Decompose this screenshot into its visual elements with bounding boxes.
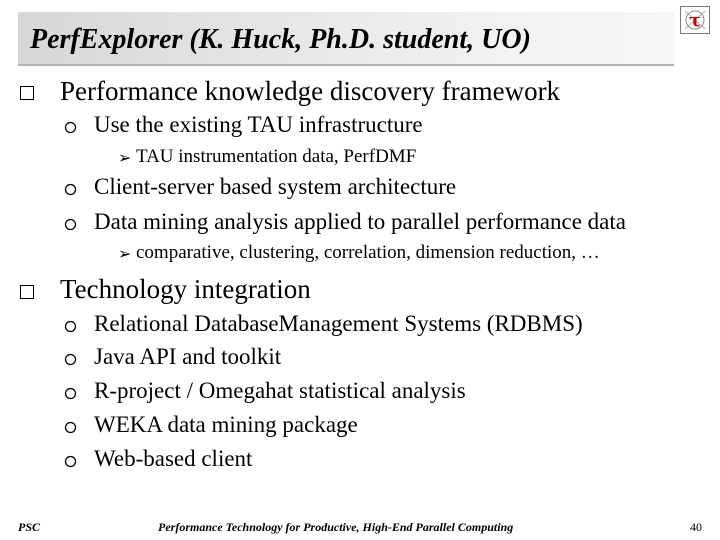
arrow-bullet-icon: ➢	[118, 150, 132, 167]
square-bullet-icon	[20, 285, 34, 299]
detail-text: comparative, clustering, correlation, dimension reduction, …	[136, 242, 600, 263]
bullet-text: Performance knowledge discovery framework	[60, 76, 561, 106]
tau-logo-icon	[680, 6, 710, 34]
page-number: 40	[690, 520, 702, 534]
title-bar	[18, 12, 674, 66]
footer-center: Performance Technology for Productive, High-End Parallel Computing	[158, 520, 514, 534]
subbullet-text: Client-server based system architecture	[94, 174, 457, 199]
circle-bullet-icon	[64, 183, 77, 196]
circle-bullet-icon	[64, 387, 77, 400]
circle-bullet-icon	[64, 353, 77, 366]
slide-title: PerfExplorer (K. Huck, Ph.D. student, UO)	[30, 24, 531, 55]
square-bullet-icon	[20, 86, 34, 100]
subbullet-text: Web-based client	[94, 446, 253, 471]
circle-bullet-icon	[64, 121, 77, 134]
detail-text: TAU instrumentation data, PerfDMF	[136, 146, 417, 167]
subbullet-text: Relational DatabaseManagement Systems (RDBMS)	[94, 311, 583, 336]
subbullet-text: WEKA data mining package	[94, 412, 358, 437]
subbullet-text: Data mining analysis applied to parallel performance data	[94, 209, 626, 234]
circle-bullet-icon	[64, 421, 77, 434]
footer-left: PSC	[18, 520, 41, 534]
subbullet-text: Java API and toolkit	[94, 344, 282, 369]
tau-glyph: τ	[688, 10, 702, 31]
circle-bullet-icon	[64, 320, 77, 333]
arrow-bullet-icon: ➢	[118, 246, 132, 263]
subbullet-text: R-project / Omegahat statistical analysis	[94, 378, 466, 403]
circle-bullet-icon	[64, 218, 77, 231]
circle-bullet-icon	[64, 455, 77, 468]
subbullet-text: Use the existing TAU infrastructure	[94, 112, 423, 137]
bullet-text: Technology integration	[60, 274, 311, 304]
